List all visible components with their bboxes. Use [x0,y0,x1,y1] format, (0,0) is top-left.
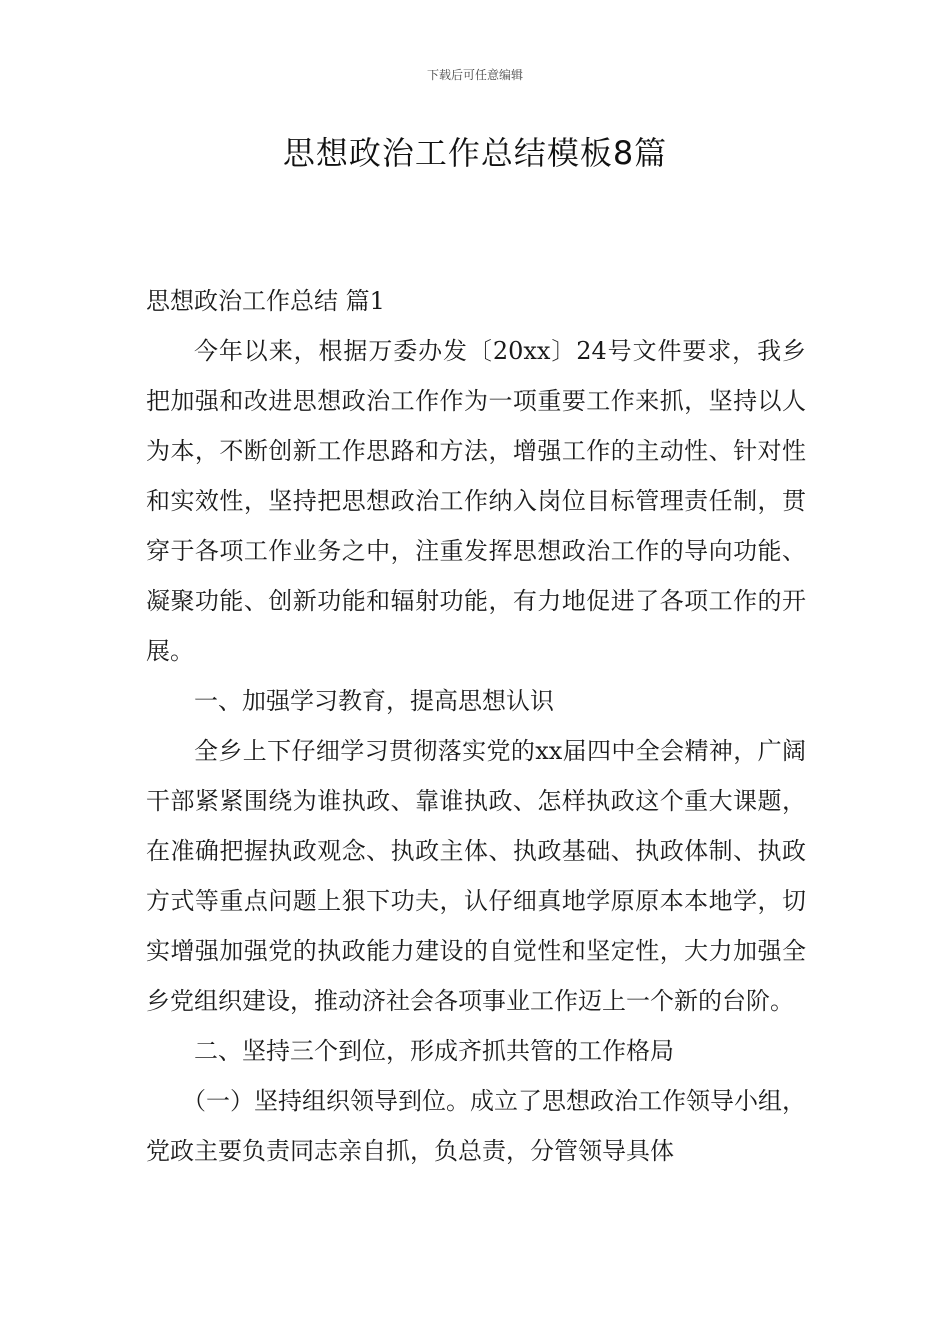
subheading-one: 一、加强学习教育，提高思想认识 [194,687,554,715]
document-title: 思想政治工作总结模板8篇 [282,134,668,172]
header-note: 下载后可任意编辑 [426,68,523,82]
paragraph-leadership: （一）坚持组织领导到位。成立了思想政治工作领导小组，党政主要负责同志亲自抓，负总责，分管领导具体 [146,1087,806,1165]
paragraph-intro: 今年以来，根据万委办发〔20xx〕24号文件要求，我乡把加强和改进思想政治工作作为一项重要工作来抓，坚持以人为本，不断创新工作思路和方法，增强工作的主动性、针对性和实效性，坚持把思想政治工作纳入岗位目标管理责任制，贯穿于各项工作业务之中，注重发挥思想政治工作的导向功能、凝聚功能、创新功能和辐射功能，有力地促进了各项工作的开展。 [146,337,806,665]
paragraph-study: 全乡上下仔细学习贯彻落实党的xx届四中全会精神，广阔干部紧紧围绕为谁执政、靠谁执政、怎样执政这个重大课题，在准确把握执政观念、执政主体、执政基础、执政体制、执政方式等重点问题上狠下功夫，认仔细真地学原原本本地学，切实增强加强党的执政能力建设的自觉性和坚定性，大力加强全乡党组织建设，推动济社会各项事业工作迈上一个新的台阶。 [146,737,806,1015]
subheading-two: 二、坚持三个到位，形成齐抓共管的工作格局 [194,1037,674,1065]
document-body [146,276,806,1176]
section-heading: 思想政治工作总结 篇1 [146,287,385,315]
